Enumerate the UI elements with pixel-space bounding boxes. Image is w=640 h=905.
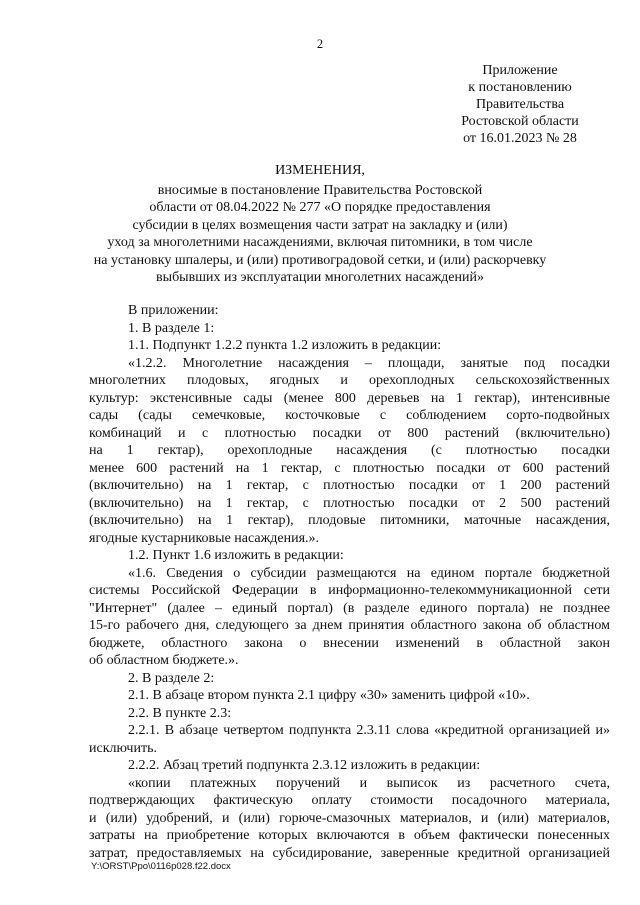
paragraph: 2. В разделе 2: <box>128 670 215 686</box>
text-line: «копии платежных поручений и выписок из расчетного счета, <box>128 775 610 791</box>
text-line: затрат, предоставляемых на субсидирование, заверенные кредитной организацией <box>89 845 610 861</box>
document-body <box>89 302 610 862</box>
title-line: выбывших из эксплуатации многолетних насаждений» <box>156 270 484 285</box>
text-line: культур: экстенсивные сады (менее 800 деревьев на 1 гектар), интенсивные <box>89 390 610 406</box>
text-line: системы Российской Федерации в информационно-телекоммуникационной сети <box>89 583 610 598</box>
text-line: затраты на приобретение которых включаются в объем фактически понесенных <box>89 828 610 843</box>
text-line: на 1 гектар), орехоплодные насаждения (с плотностью посадки <box>89 443 610 458</box>
file-path-footer: Y:\ORST\Ppo\0116p028.f22.docx <box>91 861 231 872</box>
appendix-line: Правительства <box>475 97 565 112</box>
text-line: бюджете, областного закона о внесении изменений в областной закон <box>89 635 610 651</box>
paragraph: В приложении: <box>128 303 219 318</box>
title-line: вносимые в постановление Правительства Ростовской <box>157 182 483 198</box>
appendix-line: Приложение <box>482 63 558 78</box>
text-line: менее 600 растений на 1 гектар, с плотностью посадки от 600 растений <box>89 460 610 476</box>
paragraph: 2.2. В пункте 2.3: <box>128 705 232 721</box>
text-line: (включительно) на 1 гектар, с плотностью посадки от 1 200 растений <box>89 478 610 493</box>
text-line: (включительно) на 1 гектар), плодовые питомники, маточные насаждения, <box>89 513 610 528</box>
text-line: 2.2.1. В абзаце четвертом подпункта 2.3.11 слова «кредитной организацией и» <box>128 723 610 738</box>
title-line: уход за многолетними насаждениями, включая питомники, в том числе <box>107 235 533 250</box>
text-line: подтверждающих фактическую оплату стоимости посадочного материала, <box>89 793 610 808</box>
text-line: «1.6. Сведения о субсидии размещаются на едином портале бюджетной <box>128 565 610 581</box>
text-line: и (или) удобрений, и (или) горюче-смазочных материалов, и (или) материалов, <box>89 810 610 826</box>
appendix-line: Ростовской области <box>461 114 579 129</box>
text-line: "Интернет" (далее – единый портал) (в разделе единого портала) не позднее <box>89 600 610 616</box>
paragraph: 1. В разделе 1: <box>128 320 215 336</box>
title-line: на установку шпалеры, и (или) противоградовой сетки, и (или) раскорчевку <box>93 252 547 268</box>
document-title <box>90 162 550 287</box>
text-line: 15-го рабочего дня, следующего за днем принятия областного закона об областном <box>89 618 610 633</box>
paragraph: 1.1. Подпункт 1.2.2 пункта 1.2 изложить в редакции: <box>128 338 442 353</box>
paragraph: 1.2. Пункт 1.6 изложить в редакции: <box>128 548 344 563</box>
text-line: комбинаций и с плотностью посадки от 800 растений (включительно) <box>89 425 610 441</box>
appendix-line: от 16.01.2023 № 28 <box>463 131 577 146</box>
paragraph: 2.2.2. Абзац третий подпункта 2.3.12 изложить в редакции: <box>128 758 481 773</box>
text-line: (включительно) на 1 гектар, с плотностью посадки от 2 500 растений <box>89 495 610 511</box>
text-line: ягодные кустарниковые насаждения.». <box>89 530 320 546</box>
paragraph: 2.1. В абзаце втором пункта 2.1 цифру «30» заменить цифрой «10». <box>128 688 530 703</box>
page-number: 2 <box>316 37 324 51</box>
title-line: субсидии в целях возмещения части затрат на закладку и (или) <box>132 217 508 233</box>
appendix-block <box>430 62 610 147</box>
appendix-line: к постановлению <box>468 80 572 95</box>
text-line: об областном бюджете.». <box>89 653 239 668</box>
text-line: исключить. <box>89 740 157 756</box>
title-heading: ИЗМЕНЕНИЯ, <box>275 163 365 178</box>
text-line: многолетних плодовых, ягодных и орехоплодных сельскохозяйственных <box>89 373 610 388</box>
text-line: сады (сады семечковые, косточковые с соблюдением сорто-подвойных <box>89 408 610 423</box>
text-line: «1.2.2. Многолетние насаждения – площади, занятые под посадки <box>128 355 610 371</box>
title-line: области от 08.04.2022 № 277 «О порядке предоставления <box>149 200 491 215</box>
